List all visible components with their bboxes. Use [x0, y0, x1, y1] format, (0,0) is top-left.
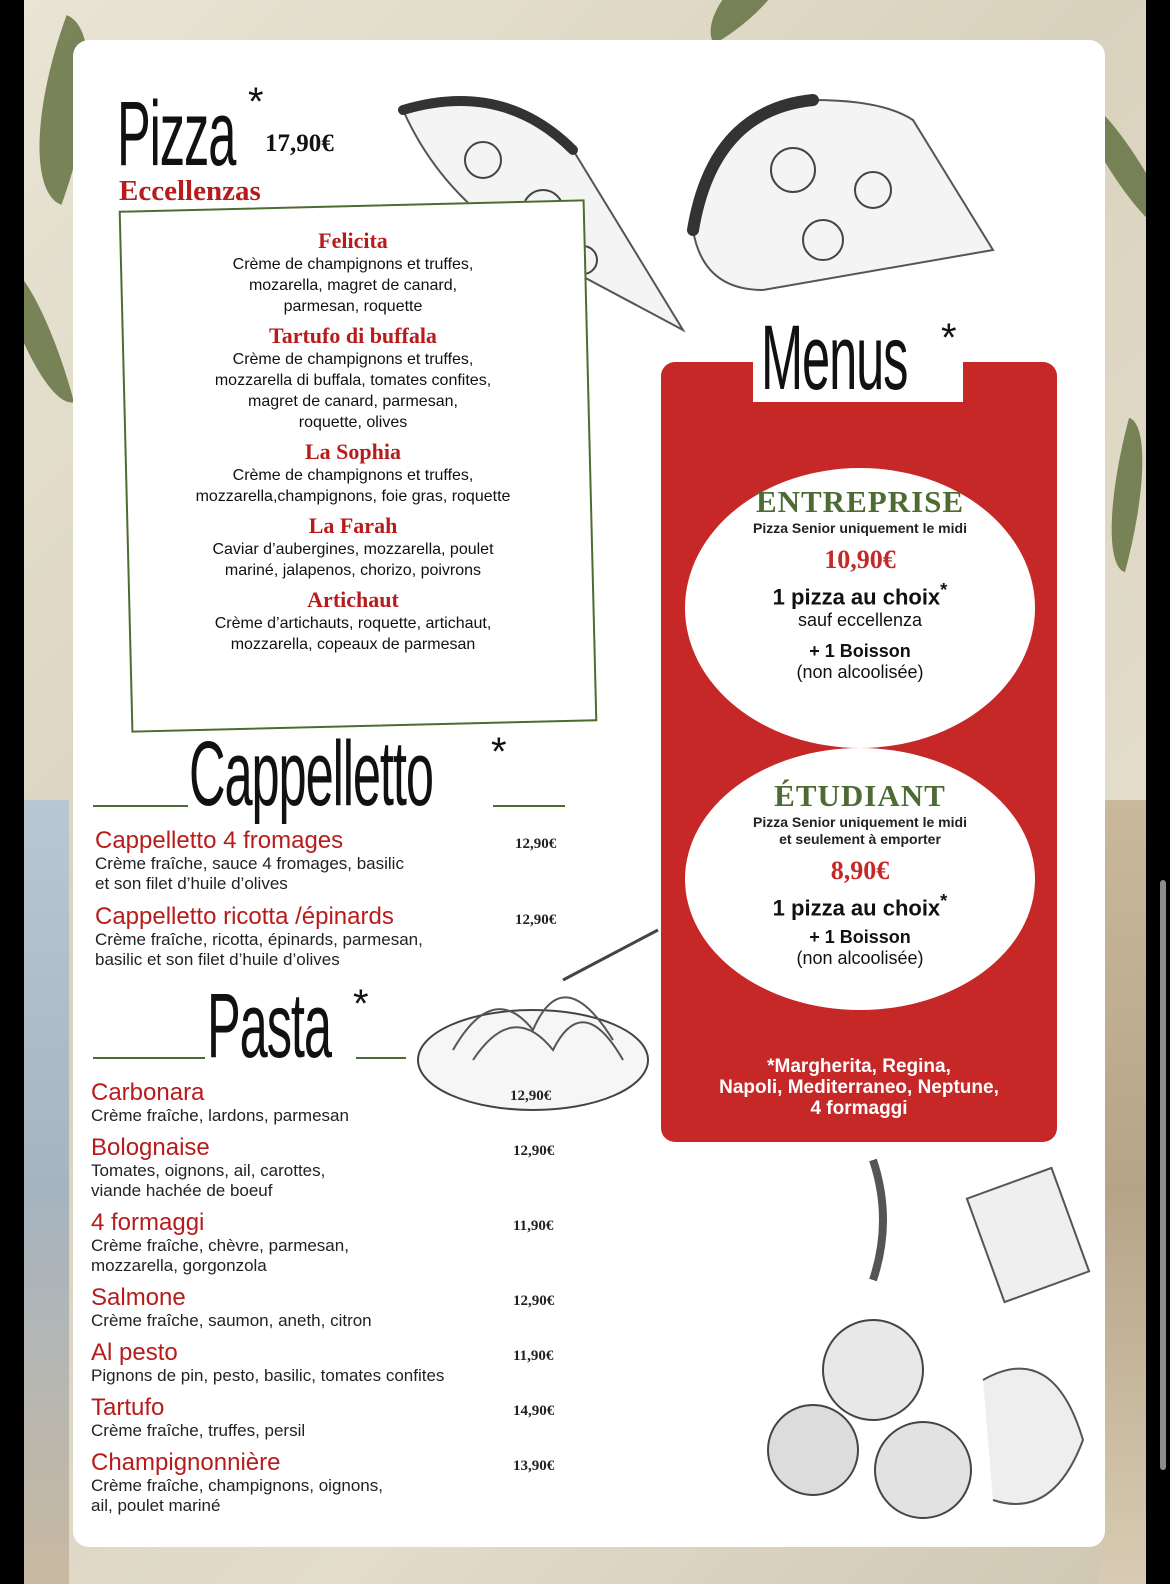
entreprise-except: sauf eccellenza — [797, 610, 923, 631]
pizza-item-name: Felicita — [318, 228, 388, 253]
cappelletto-item — [95, 828, 575, 894]
section-divider — [493, 805, 565, 807]
etudiant-choice-asterisk: * — [940, 890, 948, 911]
pizza-item-name: La Sophia — [305, 439, 401, 464]
pasta-item-name: Champignonnière — [91, 1449, 281, 1476]
cappelletto-item-desc: et son filet d’huile d’olives — [95, 874, 288, 893]
olive-leaf-decoration — [689, 0, 809, 44]
pasta-item-desc: Crème fraîche, chèvre, parmesan, — [91, 1236, 349, 1255]
menus-footnote — [673, 1056, 1045, 1119]
olive-leaf-decoration — [24, 248, 74, 413]
pasta-tomatoes-sketch-icon — [753, 1140, 1093, 1540]
pasta-item-name: Al pesto — [91, 1339, 178, 1366]
pasta-item-name: Tartufo — [91, 1394, 165, 1421]
cappelletto-item-price: 12,90€ — [515, 836, 557, 852]
pizza-item — [133, 439, 573, 507]
pasta-item-price: 12,90€ — [510, 1088, 552, 1104]
entreprise-price: 10,90€ — [824, 545, 896, 574]
pasta-item-name: Salmone — [91, 1284, 186, 1311]
pizza-item-name: Tartufo di buffala — [269, 323, 437, 348]
entreprise-choice-asterisk: * — [940, 579, 948, 600]
etudiant-drink: + 1 Boisson — [809, 927, 911, 948]
pizza-price: 17,90€ — [265, 130, 334, 157]
town-illustration-left — [24, 800, 69, 1584]
pizza-item-desc: mozzarella, copeaux de parmesan — [230, 636, 476, 653]
pasta-item-price: 12,90€ — [513, 1143, 555, 1159]
etudiant-title: ÉTUDIANT — [774, 778, 946, 813]
pasta-item-price: 14,90€ — [513, 1403, 555, 1419]
pizza-item — [133, 587, 573, 655]
pasta-item-name: Carbonara — [91, 1079, 205, 1106]
cappelletto-item — [95, 904, 575, 970]
pizza-item-desc: Crème de champignons et truffes, — [232, 351, 474, 368]
entreprise-offer — [685, 468, 1035, 748]
pasta-item-desc: Crème fraîche, truffes, persil — [91, 1421, 306, 1440]
pasta-item — [91, 1340, 521, 1386]
pasta-item-name: 4 formaggi — [91, 1209, 205, 1236]
eccellenzas-list — [133, 228, 573, 655]
pasta-item-desc: Tomates, oignons, ail, carottes, — [91, 1161, 326, 1180]
entreprise-drink-note: (non alcoolisée) — [796, 662, 924, 683]
section-divider — [356, 1057, 406, 1059]
menus-section-title: Menus — [761, 307, 908, 409]
menus-footnote-line: 4 formaggi — [810, 1098, 908, 1119]
pizza-item — [133, 228, 573, 317]
town-illustration-right — [1099, 800, 1146, 1584]
pasta-item-desc: ail, poulet mariné — [91, 1496, 221, 1515]
pizza-item-desc: Caviar d’aubergines, mozzarella, poulet — [212, 541, 494, 558]
pasta-item-desc: viande hachée de boeuf — [91, 1181, 273, 1200]
pasta-item — [91, 1210, 521, 1276]
entreprise-choice: 1 pizza au choix — [772, 584, 941, 610]
scrollbar[interactable] — [1160, 880, 1166, 1470]
cappelletto-item-name: Cappelletto ricotta /épinards — [95, 903, 394, 930]
menus-footnote-line: *Margherita, Regina, — [767, 1056, 951, 1077]
pasta-section-title: Pasta — [207, 975, 331, 1077]
pizza-subtitle: Eccellenzas — [119, 175, 261, 207]
entreprise-title: ENTREPRISE — [755, 484, 965, 519]
pasta-item-price: 11,90€ — [513, 1218, 554, 1234]
pasta-item-price: 11,90€ — [513, 1348, 554, 1364]
etudiant-price: 8,90€ — [830, 856, 890, 885]
pasta-item-desc: Crème fraîche, champignons, oignons, — [91, 1476, 383, 1495]
pizza-item-desc: mozarella, magret de canard, — [248, 277, 458, 294]
pasta-item-price: 13,90€ — [513, 1458, 555, 1474]
pizza-item-name: La Farah — [308, 513, 398, 538]
cappelletto-item-desc: Crème fraîche, sauce 4 fromages, basilic — [95, 854, 404, 873]
cappelletto-item-desc: Crème fraîche, ricotta, épinards, parmesan, — [95, 930, 423, 949]
cappelletto-title-asterisk: * — [491, 730, 507, 774]
pasta-item-desc: mozzarella, gorgonzola — [91, 1256, 267, 1275]
pizza-item-desc: Crème de champignons et truffes, — [232, 467, 474, 484]
entreprise-drink: + 1 Boisson — [809, 641, 911, 662]
etudiant-choice: 1 pizza au choix — [772, 895, 941, 921]
pizza-item-desc: mariné, jalapenos, chorizo, poivrons — [224, 562, 482, 579]
pasta-item — [91, 1135, 521, 1201]
etudiant-note: Pizza Senior uniquement le midi — [753, 814, 967, 830]
pizza-item-desc: parmesan, roquette — [283, 298, 423, 315]
pizza-item — [133, 323, 573, 433]
cappelletto-item-desc: basilic et son filet d’huile d’olives — [95, 950, 340, 969]
pasta-item-desc: Pignons de pin, pesto, basilic, tomates confites — [91, 1366, 445, 1385]
pasta-title-asterisk: * — [353, 982, 369, 1026]
pizza-item-desc: mozzarella di buffala, tomates confites, — [214, 372, 492, 389]
pasta-item — [91, 1450, 521, 1516]
etudiant-drink-note: (non alcoolisée) — [796, 948, 924, 969]
pizza-item-desc: Crème de champignons et truffes, — [232, 256, 474, 273]
pasta-item — [91, 1395, 521, 1441]
pasta-item-name: Bolognaise — [91, 1134, 210, 1161]
entreprise-note: Pizza Senior uniquement le midi — [753, 520, 967, 536]
pizza-section-title: Pizza — [117, 83, 236, 185]
pasta-item-desc: Crème fraîche, lardons, parmesan — [91, 1106, 349, 1125]
menus-title-asterisk: * — [941, 316, 957, 360]
cappelletto-section-title: Cappelletto — [189, 723, 433, 825]
pasta-item — [91, 1080, 521, 1126]
pasta-item-desc: Crème fraîche, saumon, aneth, citron — [91, 1311, 372, 1330]
cappelletto-item-name: Cappelletto 4 fromages — [95, 827, 344, 854]
cappelletto-item-price: 12,90€ — [515, 912, 557, 928]
pasta-item-price: 12,90€ — [513, 1293, 555, 1309]
pizza-item-desc: Crème d’artichauts, roquette, artichaut, — [214, 615, 492, 632]
pizza-item — [133, 513, 573, 581]
pizza-item-desc: roquette, olives — [298, 414, 408, 431]
etudiant-offer — [685, 748, 1035, 1010]
menus-footnote-line: Napoli, Mediterraneo, Neptune, — [719, 1077, 999, 1098]
section-divider — [93, 805, 188, 807]
pizza-item-desc: mozzarella,champignons, foie gras, roquette — [195, 488, 511, 505]
pizza-item-desc: magret de canard, parmesan, — [248, 393, 458, 410]
pasta-item — [91, 1285, 521, 1331]
pizza-item-name: Artichaut — [307, 587, 399, 612]
section-divider — [93, 1057, 205, 1059]
etudiant-note: et seulement à emporter — [779, 831, 941, 847]
menu-card — [73, 40, 1105, 1547]
pizza-title-asterisk: * — [248, 80, 264, 124]
pizza-slice-sketch-icon — [683, 90, 1003, 300]
